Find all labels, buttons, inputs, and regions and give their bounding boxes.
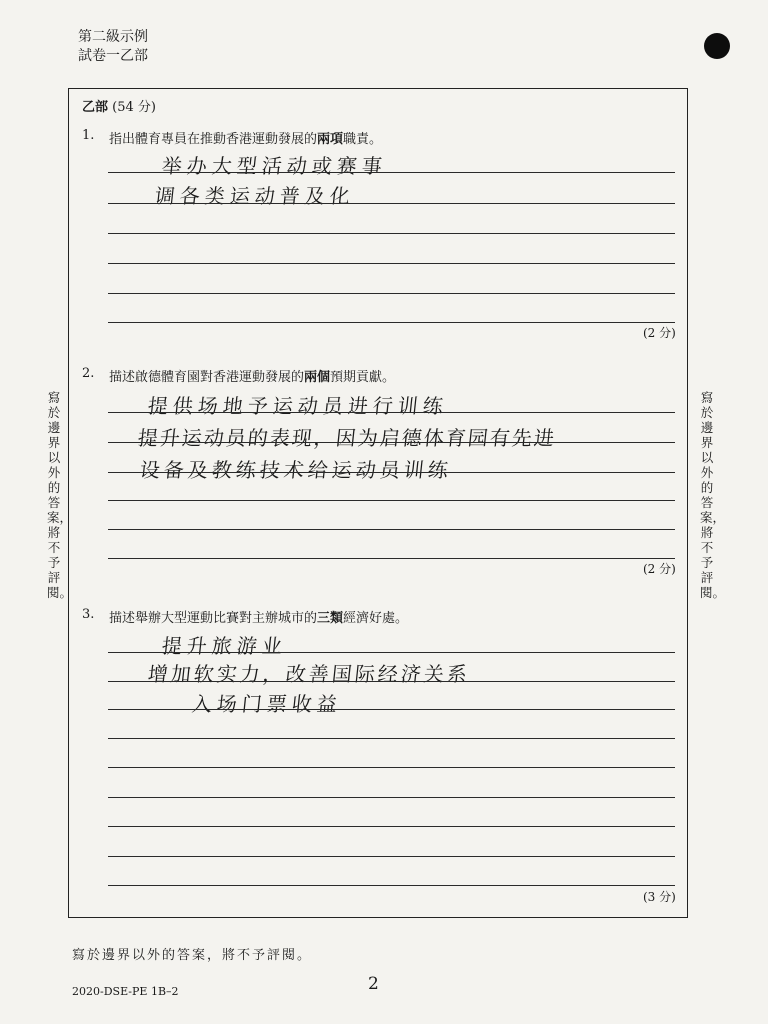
question-text: 指出體育專員在推動香港運動發展的兩項職責。 <box>109 132 383 147</box>
answer-line <box>108 500 675 501</box>
answer-line <box>108 442 675 443</box>
handwritten-answer: 调各类运动普及化 <box>153 184 357 208</box>
handwritten-answer: 提升运动员的表现，因为启德体育园有先进 <box>136 426 558 450</box>
question-marks: (3 分) <box>643 890 676 904</box>
handwritten-answer: 入场门票收益 <box>190 692 344 716</box>
question-marks: (2 分) <box>643 562 676 576</box>
answer-line <box>108 233 675 234</box>
registration-dot <box>704 33 730 59</box>
page-number: 2 <box>368 974 379 994</box>
side-note-left: 寫於邊界以外的答案，將不予評閱。 <box>47 390 73 600</box>
answer-line <box>108 263 675 264</box>
answer-line <box>108 856 675 857</box>
answer-line <box>108 826 675 827</box>
question-emphasis: 兩項 <box>317 132 344 147</box>
question-marks: (2 分) <box>643 326 676 340</box>
handwritten-answer: 提供场地予运动员进行训练 <box>146 394 450 418</box>
handwritten-answer: 举办大型活动或赛事 <box>160 154 389 178</box>
answer-line <box>108 529 675 530</box>
handwritten-answer: 设备及教练技术给运动员训练 <box>138 458 454 482</box>
answer-line <box>108 681 675 682</box>
question-number: 2. <box>82 366 95 381</box>
question-number: 3. <box>82 607 95 622</box>
paper-header <box>78 28 148 66</box>
answer-line <box>108 709 675 710</box>
answer-line <box>108 652 675 653</box>
question-emphasis: 兩個 <box>304 370 331 385</box>
answer-line <box>108 558 675 559</box>
handwritten-answer: 增加软实力，改善国际经济关系 <box>146 662 472 686</box>
section-title <box>82 96 156 115</box>
answer-line <box>108 738 675 739</box>
answer-line <box>108 472 675 473</box>
handwritten-answer: 提升旅游业 <box>160 634 289 658</box>
answer-line <box>108 203 675 204</box>
section-marks: (54 分) <box>112 100 156 115</box>
paper-section: 試卷一乙部 <box>78 48 148 64</box>
answer-line <box>108 797 675 798</box>
footer-note: 寫於邊界以外的答案，將不予評閱。 <box>72 948 313 963</box>
answer-line <box>108 885 675 886</box>
answer-line <box>108 322 675 323</box>
answer-line <box>108 412 675 413</box>
answer-frame <box>68 88 688 918</box>
side-note-right: 寫於邊界以外的答案，將不予評閱。 <box>700 390 726 600</box>
section-name: 乙部 <box>82 100 109 115</box>
paper-code: 2020-DSE-PE 1B–2 <box>72 985 179 998</box>
question-number: 1. <box>82 128 95 143</box>
answer-line <box>108 767 675 768</box>
question-emphasis: 三類 <box>317 611 344 626</box>
question-text: 描述舉辦大型運動比賽對主辦城市的三類經濟好處。 <box>109 611 409 626</box>
question-text: 描述啟德體育園對香港運動發展的兩個預期貢獻。 <box>109 370 396 385</box>
answer-line <box>108 293 675 294</box>
answer-line <box>108 172 675 173</box>
paper-level: 第二級示例 <box>78 29 148 45</box>
